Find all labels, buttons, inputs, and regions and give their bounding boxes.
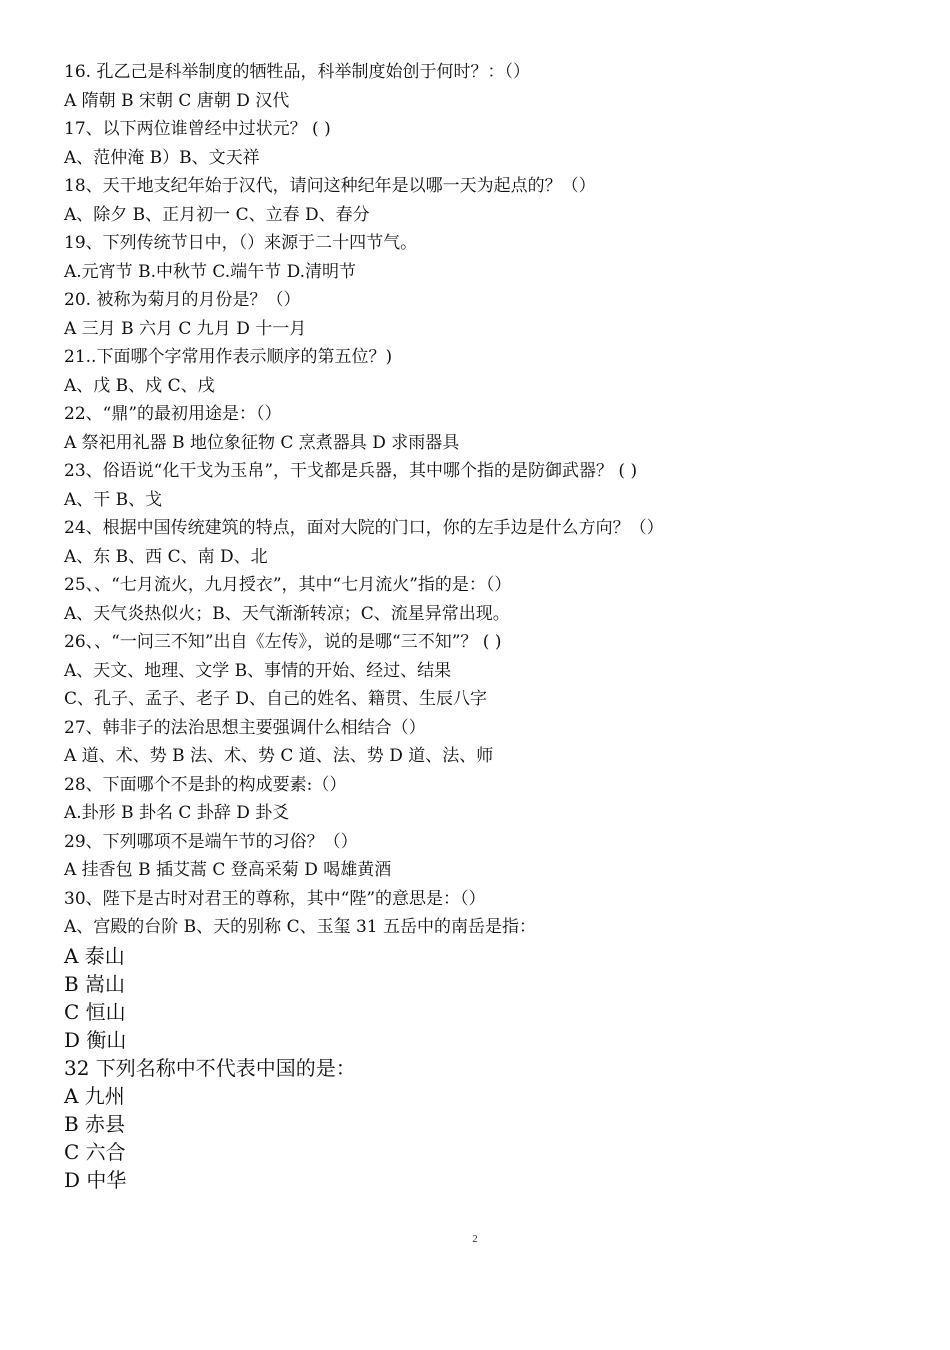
question-18: 18、天干地支纪年始于汉代，请问这种纪年是以哪一天为起点的？（） — [64, 176, 596, 196]
page-number: 2 — [472, 1233, 478, 1245]
question-30: 30、陛下是古时对君王的尊称，其中“陛”的意思是：（） — [64, 888, 486, 909]
question-32-option-a: A 九州 — [64, 1083, 125, 1108]
question-17: 17、以下两位谁曾经中过状元？ ( ) — [64, 119, 331, 139]
question-21-options: A、戊 B、戍 C、戌 — [64, 375, 215, 396]
question-32-option-d: D 中华 — [64, 1167, 127, 1192]
question-20: 20. 被称为菊月的月份是？（） — [64, 290, 301, 310]
question-31-option-c: C 恒山 — [64, 999, 126, 1024]
question-31-option-a: A 泰山 — [64, 943, 125, 968]
question-17-options: A、范仲淹 B）B、文天祥 — [64, 147, 260, 168]
question-32: 32 下列名称中不代表中国的是： — [64, 1055, 356, 1080]
question-20-options: A 三月 B 六月 C 九月 D 十一月 — [64, 318, 307, 339]
question-19-options: A.元宵节 B.中秋节 C.端午节 D.清明节 — [64, 261, 357, 282]
question-24: 24、根据中国传统建筑的特点，面对大院的门口，你的左手边是什么方向？（） — [64, 518, 664, 538]
question-25: 25、、“七月流火，九月授衣”，其中“七月流火”指的是：（） — [64, 575, 512, 595]
question-26-options-a-b: A、天文、地理、文学 B、事情的开始、经过、结果 — [64, 660, 452, 681]
question-31-option-b: B 嵩山 — [64, 971, 126, 996]
question-27-options: A 道、术、势 B 法、术、势 C 道、法、势 D 道、法、师 — [64, 746, 494, 766]
question-27: 27、韩非子的法治思想主要强调什么相结合（） — [64, 717, 426, 738]
document-content — [64, 58, 884, 1194]
question-16: 16. 孔乙己是科举制度的牺牲品，科举制度始创于何时？：（） — [64, 62, 530, 82]
question-28: 28、下面哪个不是卦的构成要素:（） — [64, 774, 347, 795]
question-16-options: A 隋朝 B 宋朝 C 唐朝 D 汉代 — [64, 90, 290, 111]
question-24-options: A、东 B、西 C、南 D、北 — [64, 546, 268, 567]
question-19: 19、下列传统节日中，（）来源于二十四节气。 — [64, 233, 418, 253]
question-22-options: A 祭祀用礼器 B 地位象征物 C 烹煮器具 D 求雨器具 — [64, 432, 460, 453]
question-28-options: A.卦形 B 卦名 C 卦辞 D 卦爻 — [64, 803, 290, 823]
question-26-options-c-d: C、孔子、孟子、老子 D、自己的姓名、籍贯、生辰八字 — [64, 689, 488, 709]
question-32-option-b: B 赤县 — [64, 1111, 126, 1136]
question-29-options: A 挂香包 B 插艾蒿 C 登高采菊 D 喝雄黄酒 — [64, 860, 392, 880]
question-18-options: A、除夕 B、正月初一 C、立春 D、春分 — [64, 204, 370, 225]
question-23-options: A、干 B、戈 — [64, 489, 163, 510]
question-25-options: A、天气炎热似火；B、天气渐渐转凉；C、流星异常出现。 — [64, 603, 510, 624]
question-31-option-d: D 衡山 — [64, 1027, 127, 1052]
question-29: 29、下列哪项不是端午节的习俗？（） — [64, 831, 358, 852]
question-22: 22、“鼎”的最初用途是：（） — [64, 404, 282, 424]
question-21: 21..下面哪个字常用作表示顺序的第五位？) — [64, 347, 393, 367]
question-30-options-and-question-31: A、宫殿的台阶 B、天的别称 C、玉玺 31 五岳中的南岳是指： — [64, 917, 537, 937]
question-26: 26、、“一问三不知”出自《左传》，说的是哪“三不知”？ ( ) — [64, 632, 502, 652]
question-32-option-c: C 六合 — [64, 1139, 126, 1164]
question-23: 23、俗语说“化干戈为玉帛”，干戈都是兵器，其中哪个指的是防御武器？ ( ) — [64, 461, 638, 481]
